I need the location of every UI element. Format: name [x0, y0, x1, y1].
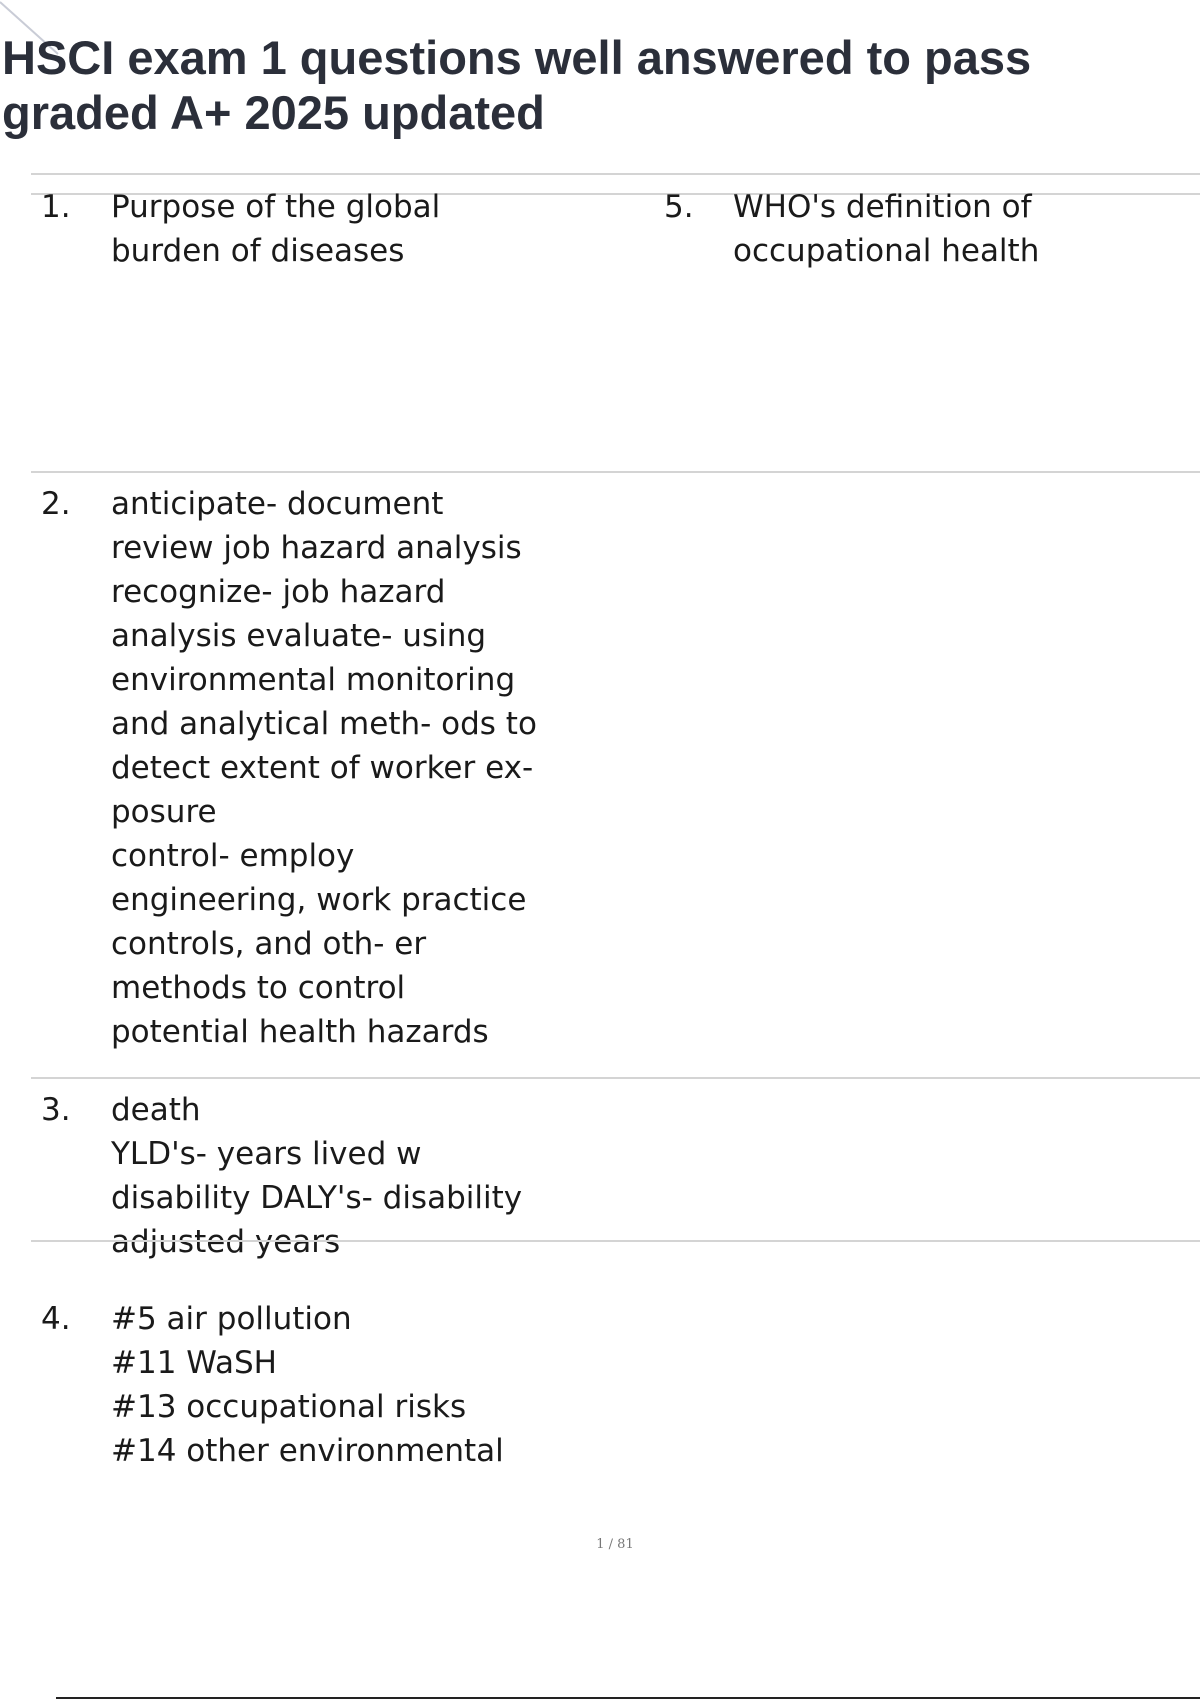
footer-rule — [56, 1697, 1200, 1699]
row-divider — [31, 1077, 1200, 1079]
item-number: 2. — [41, 486, 71, 522]
item-number: 3. — [41, 1092, 71, 1128]
item-number: 4. — [41, 1301, 71, 1337]
item-number: 1. — [41, 189, 71, 225]
item-text: #5 air pollution #11 WaSH #13 occupational risks #14 other environmental — [111, 1301, 504, 1469]
item-text: WHO's definition of occupational health — [733, 189, 1040, 269]
page-indicator: 1 / 81 — [596, 1537, 634, 1552]
document-title: HSCI exam 1 questions well answered to pass graded A+ 2025 updated — [2, 31, 1032, 139]
item-text: anticipate- document review job hazard analysis recognize- job hazard analysis evaluate- using environmental monitoring and analytical meth- ods to detect extent of worker ex- posure control- employ engineering, work practice controls, and oth- er methods to control potential health hazards — [111, 486, 537, 1050]
row-divider — [31, 471, 1200, 473]
table-top-rule — [31, 173, 1200, 175]
row-divider — [31, 1240, 1200, 1242]
item-text: Purpose of the global burden of diseases — [111, 189, 441, 269]
item-text: death YLD's- years lived w disability DALY's- disability adjusted years — [111, 1092, 523, 1260]
item-number: 5. — [664, 189, 694, 225]
